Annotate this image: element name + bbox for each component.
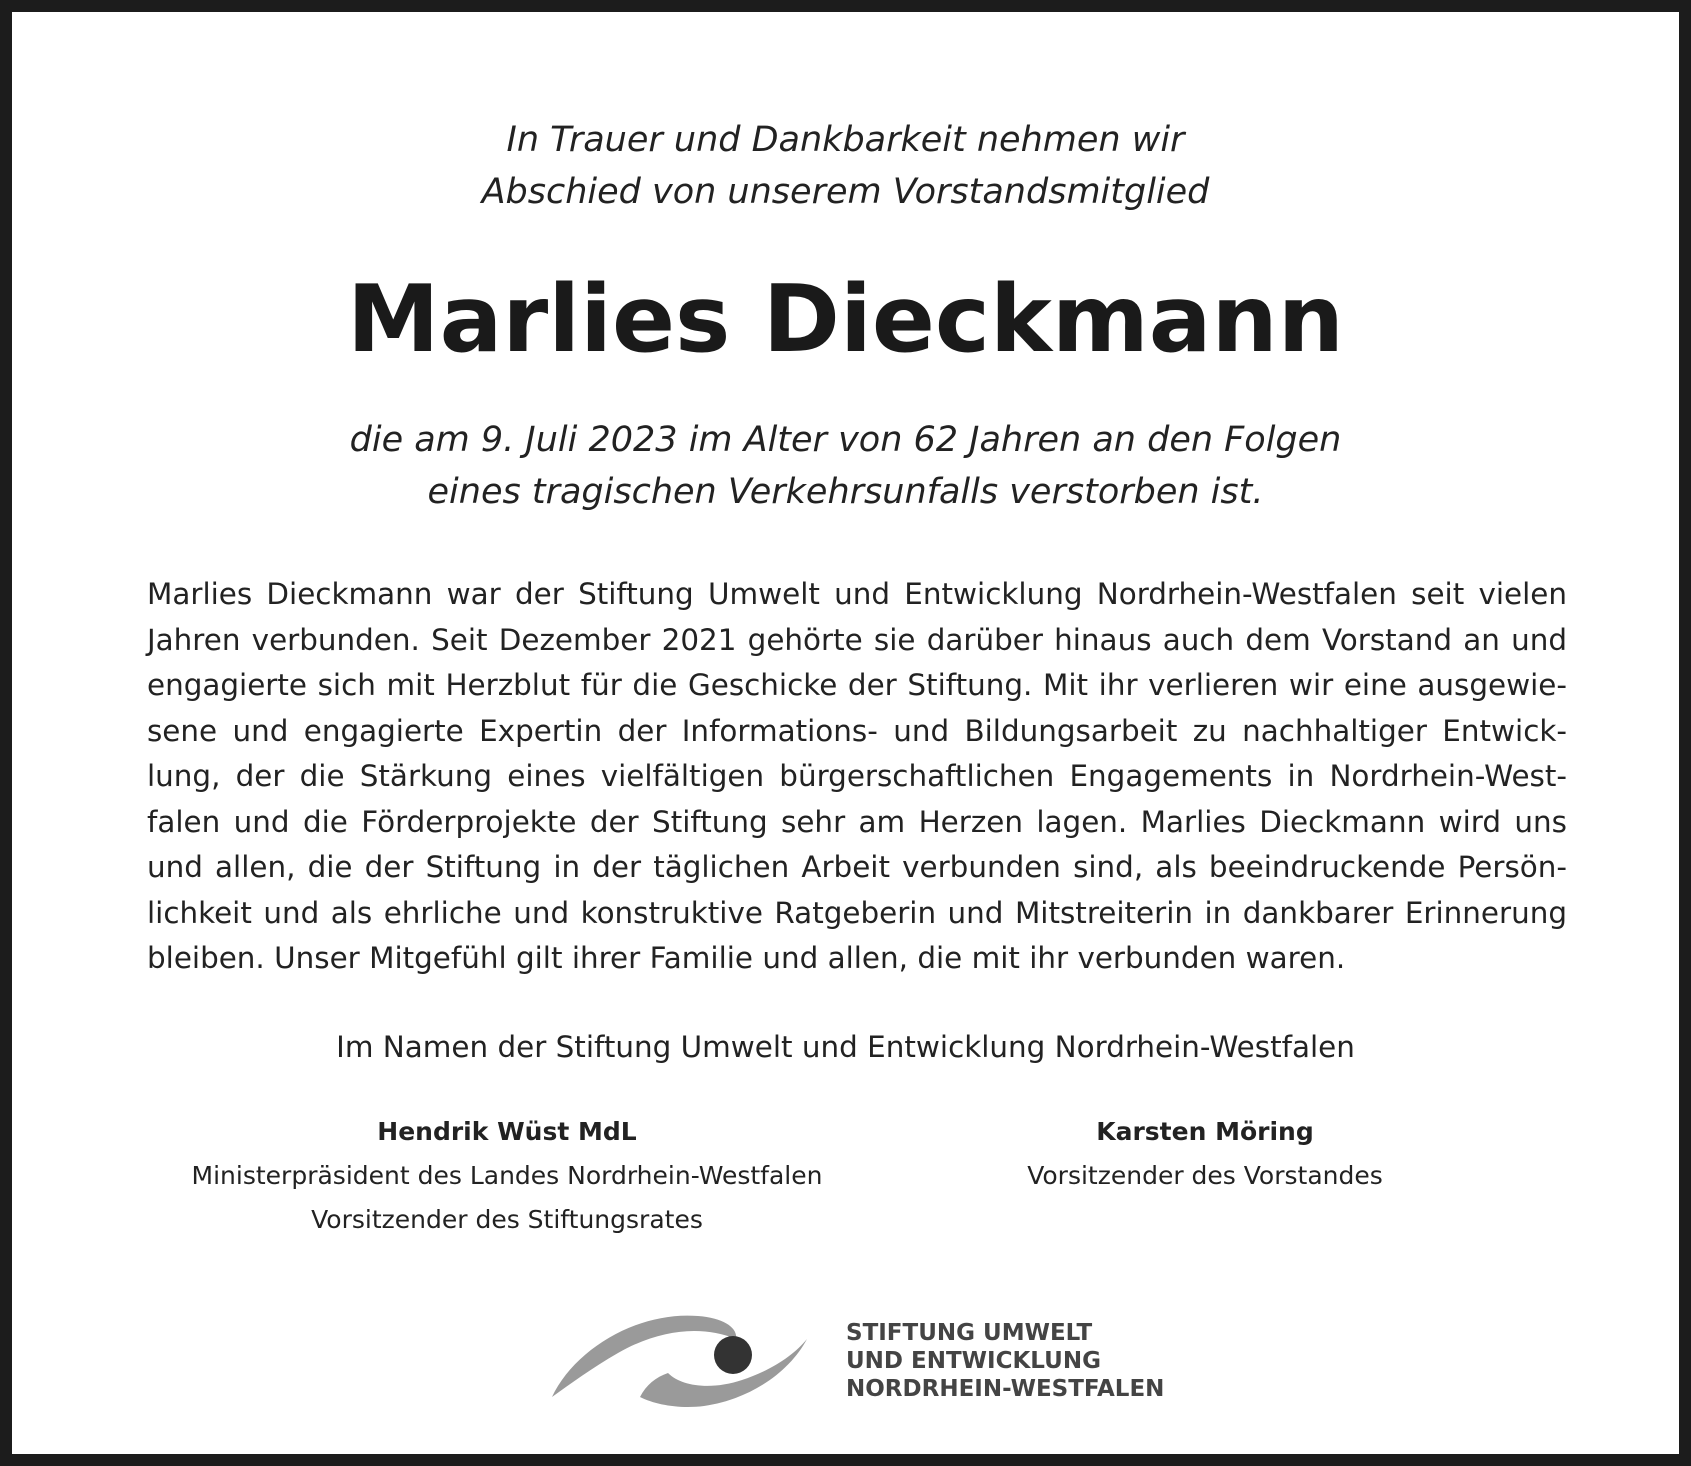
signatory-left xyxy=(147,1110,867,1242)
signatory-role: Vorsitzender des Stiftungsrates xyxy=(311,1205,703,1234)
tribute-line: engagierte sich mit Herzblut für die Geschicke der Stiftung. Mit ihr verlieren wir eine ausgewie- xyxy=(147,668,1567,702)
deceased-name: Marlies Dieckmann xyxy=(347,265,1344,373)
intro-text xyxy=(12,114,1679,218)
intro-line-1: In Trauer und Dankbarkeit nehmen wir xyxy=(506,120,1185,160)
tribute-line: bleiben. Unser Mitgefühl gilt ihrer Familie und allen, die mit ihr verbunden waren. xyxy=(147,941,1346,975)
logo-line-2: UND ENTWICKLUNG xyxy=(846,1348,1101,1374)
tribute-line: lichkeit und als ehrliche und konstruktive Ratgeberin und Mitstreiterin in dankbarer Erinnerung xyxy=(147,895,1567,930)
tribute-paragraph xyxy=(147,572,1567,982)
death-details-line-2: eines tragischen Verkehrsunfalls verstorben ist. xyxy=(427,472,1264,512)
tribute-line: lung, der die Stärkung eines vielfältigen bürgerschaftlichen Engagements in Nordrhein-West- xyxy=(147,759,1567,793)
signatory-name: Hendrik Wüst MdL xyxy=(377,1117,637,1146)
death-details-line-1: die am 9. Juli 2023 im Alter von 62 Jahren an den Folgen xyxy=(349,420,1342,460)
logo-line-3: NORDRHEIN-WESTFALEN xyxy=(846,1376,1165,1402)
signatory-role: Ministerpräsident des Landes Nordrhein-Westfalen xyxy=(191,1161,823,1190)
death-details xyxy=(12,414,1679,518)
intro-line-2: Abschied von unserem Vorstandsmitglied xyxy=(481,172,1210,212)
tribute-line: Marlies Dieckmann war der Stiftung Umwelt und Entwicklung Nordrhein-Westfalen seit vielen xyxy=(147,577,1567,611)
obituary-notice xyxy=(12,12,1679,1454)
foundation-logo xyxy=(552,1295,1165,1425)
logo-line-1: STIFTUNG UMWELT xyxy=(846,1320,1093,1346)
signatory-right xyxy=(845,1110,1565,1198)
upper-swoosh-shape xyxy=(552,1316,736,1397)
tribute-line: sene und engagierte Expertin der Informations- und Bildungsarbeit zu nachhaltiger Entwick- xyxy=(147,713,1567,748)
tribute-line: Jahren verbunden. Seit Dezember 2021 gehörte sie darüber hinaus auch dem Vorstand an und xyxy=(147,622,1567,657)
pupil-dot-shape xyxy=(714,1336,752,1374)
signatory-role: Vorsitzender des Vorstandes xyxy=(1027,1161,1383,1190)
eye-swoosh-logo-icon xyxy=(552,1295,842,1425)
tribute-line: falen und die Förderprojekte der Stiftung sehr am Herzen lagen. Marlies Dieckmann wird uns xyxy=(147,804,1567,839)
logo-wordmark xyxy=(846,1319,1164,1403)
signatory-name: Karsten Möring xyxy=(1096,1117,1314,1146)
on-behalf-line: Im Namen der Stiftung Umwelt und Entwicklung Nordrhein-Westfalen xyxy=(336,1030,1355,1064)
tribute-line: und allen, die der Stiftung in der täglichen Arbeit verbunden sind, als beeindruckende Persön- xyxy=(147,850,1567,884)
